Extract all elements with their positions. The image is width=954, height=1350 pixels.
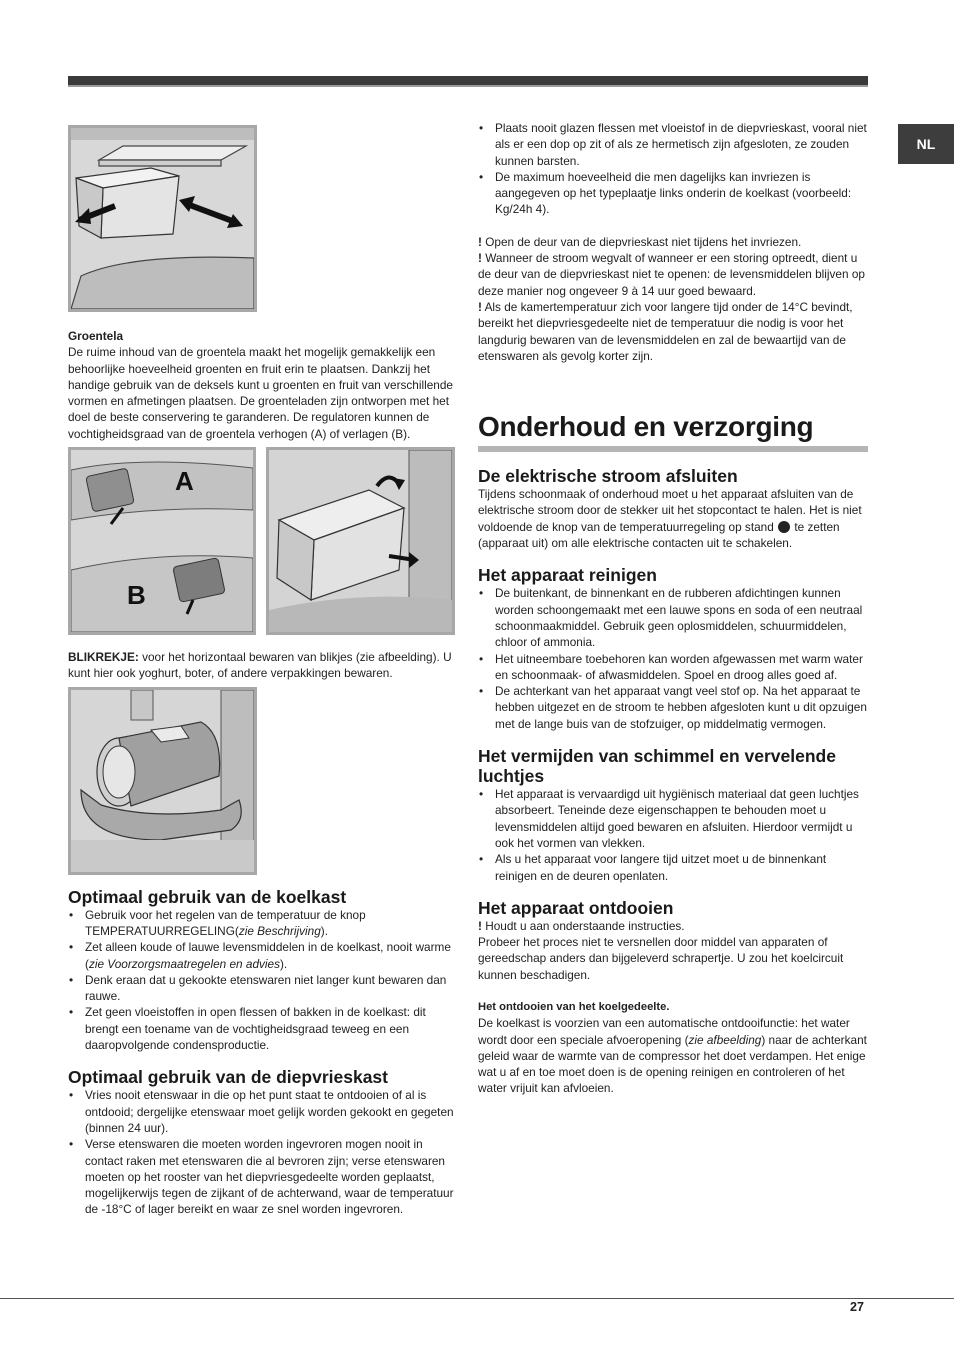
list-text: Zet alleen koude of lauwe levensmiddelen in de koelkast, nooit warme ( <box>85 940 451 971</box>
ontdooien-warning <box>478 918 868 934</box>
list-item: • Denk eraan dat u gekookte etenswaren niet langer kunt bewaren dan rauwe. <box>68 972 458 1005</box>
off-position-icon <box>778 521 790 533</box>
list-item: • De achterkant van het apparaat vangt veel stof op. Na het apparaat te hebben uitgezet en de stroom te hebben afgesloten kunt u dit opzuigen met de lange buis van de stofzuiger, op middelmatig vermogen. <box>478 683 868 732</box>
warning-mark: ! <box>478 918 482 933</box>
list-text-italic: zie Voorzorgsmaatregelen en advies <box>88 956 280 971</box>
humidity-regulator-illustration <box>68 447 256 635</box>
page-title: Onderhoud en verzorging <box>478 411 814 443</box>
warnings-block <box>478 234 868 364</box>
list-item: • Verse etenswaren die moeten worden ingevroren mogen nooit in contact raken met etenswaren die al bevroren zijn; verse etenswaren moeten op het rooster van het diepvriesgedeelte worden geplaatst, mogelijkerwijs tegen de zijkant of de achterwand, waar de temperatuur de -18°C of lager bereikt en waar ze snel worden ingevroren. <box>68 1136 458 1217</box>
label-a: A <box>175 466 194 497</box>
blikrekje-body: voor het horizontaal bewaren van blikjes (zie afbeelding). U kunt hier ook yoghurt, boter, of andere verpakkingen bewaren. <box>68 650 452 681</box>
blikrekje-title: BLIKREKJE: <box>68 650 139 665</box>
koelgedeelte-text: De koelkast is voorzien van een automatische ontdooifunctie: het water wordt door een speciale afvoeropening ( <box>478 1016 850 1047</box>
blikrekje-paragraph <box>68 649 458 682</box>
warning-mark: ! <box>478 299 482 314</box>
list-text: ). <box>320 923 328 938</box>
warning-line <box>478 250 868 299</box>
reinigen-list <box>478 585 868 732</box>
koelgedeelte-body <box>478 1015 868 1096</box>
schimmel-list <box>478 786 868 884</box>
list-item: • De maximum hoeveelheid die men dagelijks kan invriezen is aangegeven op het typeplaatje links onderin de koelkast (voorbeeld: Kg/24h 4). <box>478 169 868 218</box>
list-item <box>68 939 458 972</box>
language-tab: NL <box>898 124 954 164</box>
warning-text: Als de kamertemperatuur zich voor langere tijd onder de 14°C bevindt, bereikt het diepvriesgedeelte niet de temperatuur die nodig is voor het langdurig bewaren van de levensmiddelen en zal de bewaartijd van de etenswaren als gevolg korter zijn. <box>478 299 853 363</box>
page-number: 27 <box>850 1300 864 1314</box>
header-rule <box>68 76 868 87</box>
list-item: • Als u het apparaat voor langere tijd uitzet moet u de binnenkant reinigen en de deuren openlaten. <box>478 851 868 884</box>
can-rack-illustration <box>68 687 257 875</box>
title-underline <box>478 446 868 452</box>
ontdooien-heading: Het apparaat ontdooien <box>478 897 674 918</box>
left-column <box>68 125 458 1218</box>
list-text: ). <box>279 956 288 971</box>
groentela-body: De ruime inhoud van de groentela maakt het mogelijk gemakkelijk een behoorlijke hoeveelheid groenten en fruit erin te plaatsen. Dankzij het handige gebruik van de deksels kunt u groenten en fruit van verschillende vormen en afmetingen plaatsen. De groenteladen zijn ontworpen met het doel de beste conservering te garanderen. De regulatoren kunnen de vochtigheidsgraad van de groentela verhogen (A) of verlagen (B). <box>68 345 453 441</box>
warning-text: Houdt u aan onderstaande instructies. <box>481 918 685 933</box>
koelkast-heading: Optimaal gebruik van de koelkast <box>68 886 347 907</box>
schimmel-heading: Het vermijden van schimmel en vervelende luchtjes <box>478 746 836 787</box>
footer-rule <box>0 1298 954 1299</box>
koelgedeelte-text-italic: zie afbeelding <box>688 1032 762 1047</box>
warning-line <box>478 299 868 364</box>
warning-mark: ! <box>478 234 482 249</box>
right-column <box>478 120 868 1097</box>
list-item: • Het uitneembare toebehoren kan worden afgewassen met warm water en schoonmaak- of afwasmiddelen. Spoel en droog alles goed af. <box>478 651 868 684</box>
ontdooien-body: Probeer het proces niet te versnellen door middel van apparaten of gereedschap anders dan bijgeleverd schrapertje. U zou het koelcircuit kunnen beschadigen. <box>478 935 844 982</box>
list-item <box>68 907 458 940</box>
koelgedeelte-subtitle: Het ontdooien van het koelgedeelte. <box>478 1000 670 1013</box>
warning-text: Open de deur van de diepvrieskast niet tijdens het invriezen. <box>481 234 802 249</box>
diepvries-list <box>68 1087 458 1217</box>
list-item: • De buitenkant, de binnenkant en de rubberen afdichtingen kunnen worden schoongemaakt met een lauwe spons en soda of een neutraal schoonmaakmiddel. Gebruik geen oplosmiddelen, schuurmiddelen, chloor of ammonia. <box>478 585 868 650</box>
warning-text: Wanneer de stroom wegvalt of wanneer er een storing optreedt, dient u de deur van de diepvrieskast niet te openen: de levensmiddelen blijven op deze manier nog ongeveer 9 à 14 uur goed bewaard. <box>478 251 865 298</box>
list-item: • Zet geen vloeistoffen in open flessen of bakken in de koelkast: dit brengt een toename van de vochtigheidsgraad teweeg en een daaropvolgende condensproductie. <box>68 1004 458 1053</box>
stroom-body <box>478 486 868 551</box>
stroom-text: te zetten (apparaat uit) om alle elektrische contacten uit te schakelen. <box>478 519 840 551</box>
list-text: Gebruik voor het regelen van de temperatuur de knop TEMPERATUURREGELING( <box>85 907 366 938</box>
humidity-figures <box>68 447 458 635</box>
label-b: B <box>127 580 146 611</box>
reinigen-heading: Het apparaat reinigen <box>478 565 657 586</box>
koelkast-list <box>68 907 458 1054</box>
list-item: • Het apparaat is vervaardigd uit hygiënisch materiaal dat geen luchtjes absorbeert. Teneinde deze eigenschappen te behouden moet u levensmiddelen altijd goed bewaren en afsluiten. Hierdoor vermijdt u ook het vormen van vlekken. <box>478 786 868 851</box>
drawer-removal-illustration <box>266 447 455 635</box>
list-item: • Plaats nooit glazen flessen met vloeistof in de diepvrieskast, vooral niet als er een dop op zit of als ze hermetisch zijn afgesloten, ze zouden kunnen barsten. <box>478 120 868 169</box>
vegetable-drawer-illustration <box>68 125 257 312</box>
stroom-heading: De elektrische stroom afsluiten <box>478 466 738 487</box>
list-text-italic: zie Beschrijving <box>238 923 321 938</box>
koelgedeelte-text: ) naar de achterkant geleid waar de warmte van de compressor het doet verdampen. Het enige wat u af en toe moet doen is de opening reinigen en controleren of het water vrijuit kan afvloeien. <box>478 1032 867 1096</box>
freezer-tips-list <box>478 120 868 218</box>
groentela-title: Groentela <box>68 329 124 343</box>
warning-line <box>478 234 868 250</box>
diepvries-heading: Optimaal gebruik van de diepvrieskast <box>68 1067 388 1088</box>
stroom-text: Tijdens schoonmaak of onderhoud moet u het apparaat afsluiten van de elektrische stroom door de stekker uit het stopcontact te halen. Het is niet voldoende de knop van de temperatuurregeling op stand <box>478 487 862 534</box>
list-item: • Vries nooit etenswaar in die op het punt staat te ontdooien of al is ontdooid; dergelijke etenswaar moet gelijk worden gekookt en gegeten (binnen 24 uur). <box>68 1087 458 1136</box>
warning-mark: ! <box>478 251 482 266</box>
